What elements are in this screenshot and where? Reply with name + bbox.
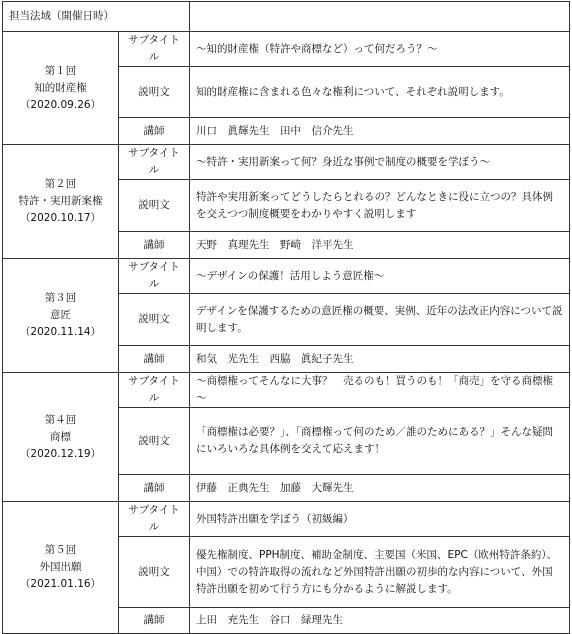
lecturer-label: 講師	[119, 118, 190, 145]
session-5-subtitle-row	[3, 502, 570, 537]
session-domain: 意匠	[50, 309, 71, 321]
description-label: 説明文	[119, 180, 190, 232]
session-subtitle: ～特許・実用新案って何？身近な事例で制度の概要を学ぼう～	[190, 145, 570, 180]
session-number: 第４回	[44, 413, 77, 426]
session-lecturers: 伊藤 正典先生 加藤 大輝先生	[190, 475, 570, 502]
session-domain: 外国出願	[39, 561, 82, 573]
session-5-info	[3, 502, 119, 634]
session-date: （2020.09.26）	[19, 98, 102, 111]
subtitle-label: サブタイトル	[119, 373, 190, 408]
session-number: 第３回	[44, 292, 77, 304]
session-domain: 知的財産権	[34, 81, 87, 94]
session-description: 知的財産権に含まれる色々な権利について、それぞれ説明します。	[190, 67, 570, 118]
session-number: 第５回	[44, 544, 77, 556]
header-value	[190, 2, 570, 32]
session-lecturers: 川口 眞輝先生 田中 信介先生	[190, 118, 570, 145]
session-description: 優先権制度、PPH制度、補助金制度、主要国（米国、EPC（欧州特許条約）、中国）での特許取得の流れなど外国特許出願の初歩的な内容について、外国特許出願を初めて行う方にも分かるように解説します。	[190, 537, 570, 608]
session-date: （2021.01.16）	[19, 578, 102, 590]
lecturer-label: 講師	[119, 232, 190, 259]
session-3-info	[3, 259, 119, 373]
session-subtitle: 外国特許出願を学ぼう（初級編）	[190, 502, 570, 537]
session-subtitle: ～デザインの保護！活用しよう意匠権～	[190, 259, 570, 294]
session-lecturers: 和気 光先生 西脇 眞紀子先生	[190, 346, 570, 373]
session-2-subtitle-row	[3, 145, 570, 180]
subtitle-label: サブタイトル	[119, 145, 190, 180]
subtitle-label: サブタイトル	[119, 32, 190, 67]
session-description: 「商標権は必要？」、「商標権って何のため／誰のためにある？」そんな疑問にいろいろな具体例を交えて応えます！	[190, 408, 570, 475]
session-1-subtitle-row	[3, 32, 570, 67]
lecturer-label: 講師	[119, 608, 190, 634]
session-lecturers: 上田 充先生 谷口 緑理先生	[190, 608, 570, 634]
session-description: 特許や実用新案ってどうしたらとれるの？どんなときに役に立つの？具体例を交えつつ制度概要をわかりやすく説明します	[190, 180, 570, 232]
seminar-schedule-table	[2, 1, 570, 634]
header-label: 担当法域（開催日時）	[3, 2, 190, 32]
session-number: 第２回	[44, 178, 77, 190]
description-label: 説明文	[119, 294, 190, 346]
session-3-subtitle-row	[3, 259, 570, 294]
session-2-info	[3, 145, 119, 259]
description-label: 説明文	[119, 67, 190, 118]
session-date: （2020.12.19）	[19, 447, 102, 460]
session-domain: 特許・実用新案権	[18, 195, 103, 207]
session-1-info	[3, 32, 119, 145]
session-date: （2020.11.14）	[19, 326, 102, 338]
subtitle-label: サブタイトル	[119, 259, 190, 294]
session-description: デザインを保護するための意匠権の概要、実例、近年の法改正内容について説明します。	[190, 294, 570, 346]
session-4-subtitle-row	[3, 373, 570, 408]
session-number: 第１回	[44, 64, 77, 77]
header-row	[3, 2, 570, 32]
session-4-info	[3, 373, 119, 502]
session-domain: 商標	[50, 430, 71, 443]
session-date: （2020.10.17）	[19, 212, 102, 224]
description-label: 説明文	[119, 537, 190, 608]
lecturer-label: 講師	[119, 346, 190, 373]
description-label: 説明文	[119, 408, 190, 475]
lecturer-label: 講師	[119, 475, 190, 502]
subtitle-label: サブタイトル	[119, 502, 190, 537]
session-subtitle: ～知的財産権（特許や商標など）って何だろう？～	[190, 32, 570, 67]
session-lecturers: 天野 真理先生 野崎 洋平先生	[190, 232, 570, 259]
session-subtitle: ～商標権ってそんなに大事？ 売るのも！買うのも！「商売」を守る商標権～	[190, 373, 570, 408]
